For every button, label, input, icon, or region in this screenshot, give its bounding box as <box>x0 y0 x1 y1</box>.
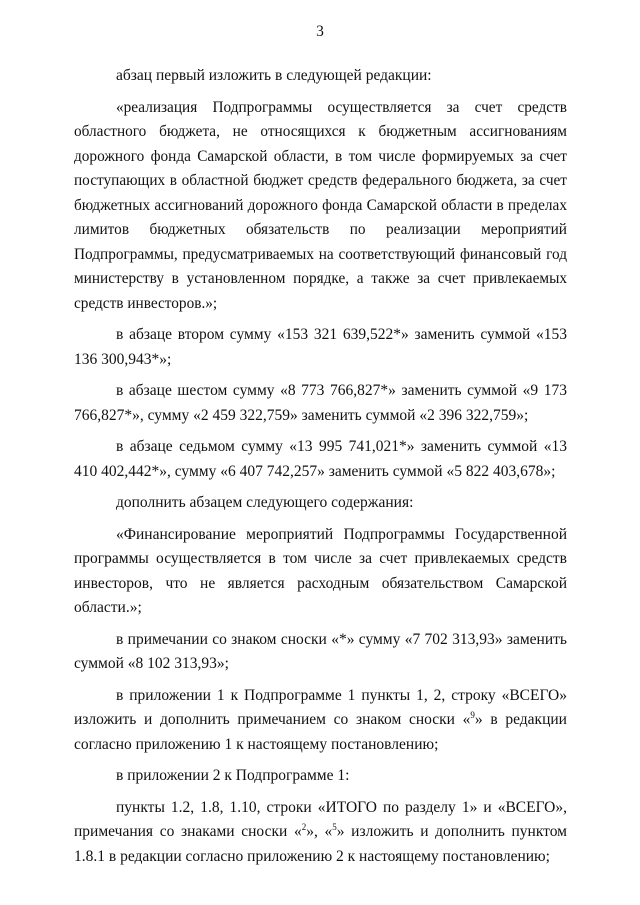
paragraph-9-text-before: в приложении 1 к Подпрограмме 1 пункты 1, 2, строку «ВСЕГО» изложить и дополнить примечанием со знаком сноски « <box>74 686 567 728</box>
paragraph-2: «реализация Подпрограммы осуществляется за счет средств областного бюджета, не относящихся к бюджетным ассигнованиям дорожного фонда Самарской области, в том числе формируемых за счет поступающих в областной бюджет средств федерального бюджета, за счет бюджетных ассигнований дорожного фонда Самарской области в пределах лимитов бюджетных обязательств по реализации мероприятий Подпрограммы, предусматриваемых на соответствующий финансовый год министерству в установленном порядке, а также за счет привлекаемых средств инвесторов.»; <box>74 98 567 312</box>
paragraph-11 <box>74 796 567 870</box>
paragraph-10: в приложении 2 к Подпрограмме 1: <box>116 767 350 784</box>
footnote-mark-2: 2 <box>301 821 307 832</box>
paragraph-8: в примечании со знаком сноски «*» сумму «7 702 313,93» заменить суммой «8 102 313,93»; <box>74 630 567 672</box>
paragraph-1: абзац первый изложить в следующей редакции: <box>116 67 432 84</box>
paragraph-6: дополнить абзацем следующего содержания: <box>116 494 414 511</box>
document-body <box>74 64 567 876</box>
paragraph-11-part-1: пункты 1.2, 1.8, 1.10, строки «ИТОГО по разделу 1» и «ВСЕГО», примечания со знаками сноски « <box>74 798 567 840</box>
paragraph-11-part-2: », « <box>306 823 333 840</box>
page-number: 3 <box>316 23 324 40</box>
paragraph-4: в абзаце шестом сумму «8 773 766,827*» заменить суммой «9 173 766,827*», сумму «2 459 322,759» заменить суммой «2 396 322,759»; <box>74 382 567 424</box>
paragraph-5: в абзаце седьмом сумму «13 995 741,021*» заменить суммой «13 410 402,442*», сумму «6 407 742,257» заменить суммой «5 822 403,678»; <box>74 438 567 480</box>
footnote-mark-9: 9 <box>470 709 475 720</box>
footnote-mark-5: 5 <box>332 821 337 832</box>
paragraph-3: в абзаце втором сумму «153 321 639,522*» заменить суммой «153 136 300,943*»; <box>74 326 567 368</box>
paragraph-7: «Финансирование мероприятий Подпрограммы Государственной программы осуществляется в том числе за счет привлекаемых средств инвесторов, что не является расходным обязательством Самарской области.»; <box>74 525 567 616</box>
paragraph-9 <box>74 684 567 758</box>
paragraph-9-text-after: » в редакции согласно приложению 1 к настоящему постановлению; <box>74 711 567 753</box>
paragraph-11-part-3: » изложить и дополнить пунктом 1.8.1 в редакции согласно приложению 2 к настоящему постановлению; <box>74 823 567 865</box>
